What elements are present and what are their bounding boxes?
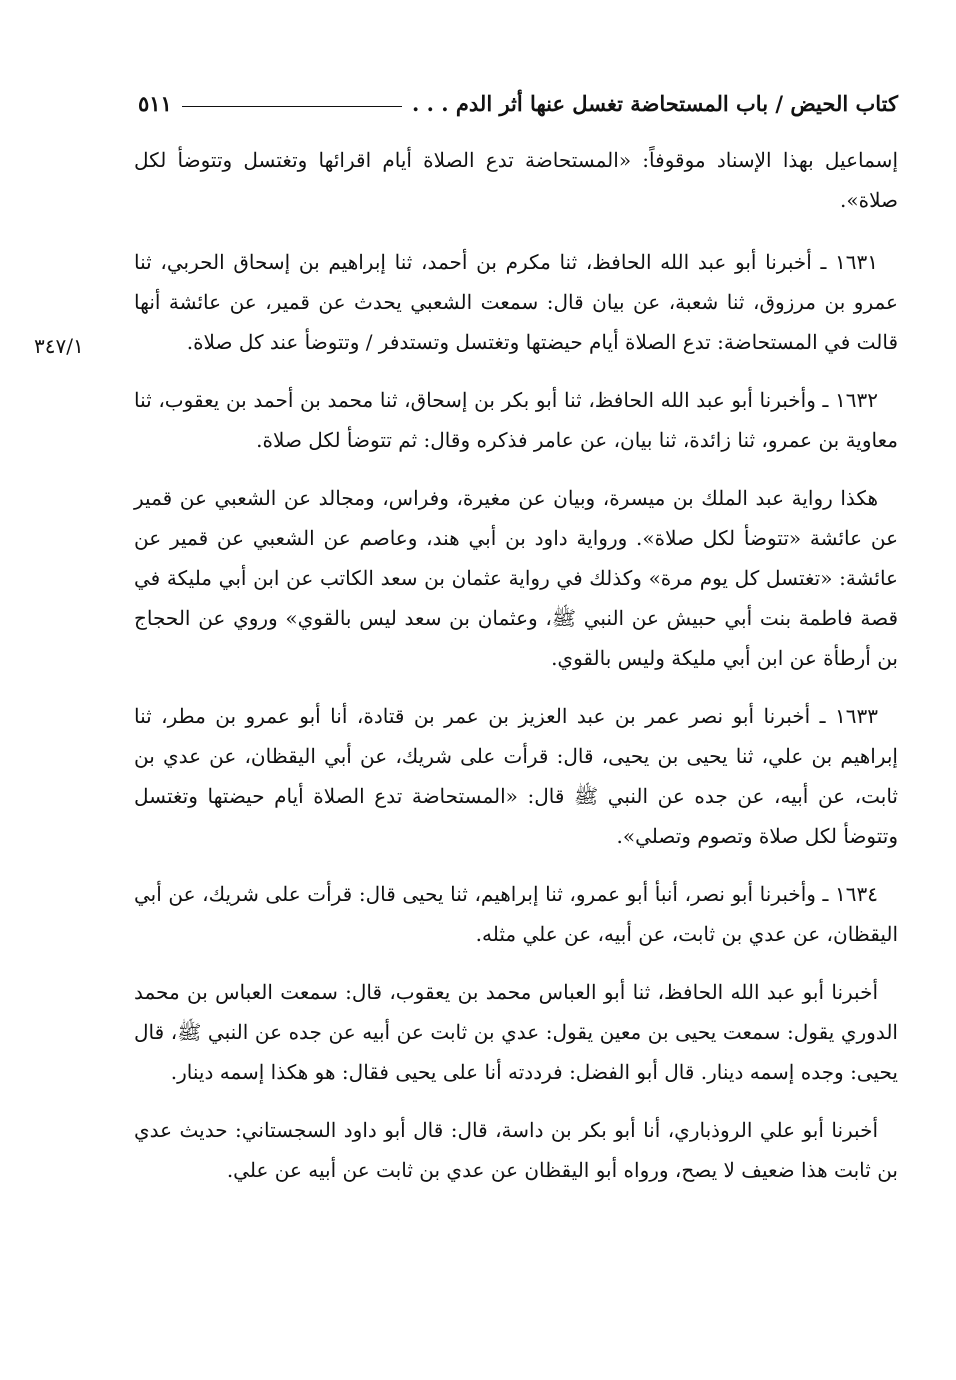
margin-reference: ٣٤٧/١ — [34, 334, 84, 358]
header-rule — [182, 106, 402, 107]
hadith-1631: ١٦٣١ ـ أخبرنا أبو عبد الله الحافظ، ثنا مكرم بن أحمد، ثنا إبراهيم بن إسحاق الحربي، ثنا عمرو بن مرزوق، ثنا شعبة، عن بيان قال: سمعت الشعبي يحدث عن قمير، عن عائشة أنها قالت في المستحاضة: تدع الصلاة أيام حيضتها وتغتسل وتستدفر / وتتوضأ عند كل صلاة. — [134, 250, 898, 354]
commentary-paragraph: هكذا رواية عبد الملك بن ميسرة، وبيان عن مغيرة، وفراس، ومجالد عن الشعبي عن قمير عن عائشة «تتوضأ لكل صلاة». ورواية داود بن أبي هند، وعاصم عن الشعبي عن قمير عن عائشة: «تغتسل كل يوم مرة» وكذلك في رواية عثمان بن سعد الكاتب عن ابن أبي مليكة في قصة فاطمة بنت أبي حبيش عن النبي ﷺ، وعثمان بن سعد ليس بالقوي» وروي عن الحجاج بن أرطأة عن ابن أبي مليكة وليس بالقوي. — [134, 486, 898, 670]
narration-paragraph: أخبرنا أبو عبد الله الحافظ، ثنا أبو العباس محمد بن يعقوب، قال: سمعت العباس بن محمد الدوري يقول: سمعت يحيى بن معين يقول: عدي بن ثابت عن أبيه عن جده عن النبي ﷺ، قال يحيى: وجده إسمه دينار. قال أبو الفضل: فرددته أنا على يحيى فقال: هو هكذا إسمه دينار. — [134, 980, 898, 1084]
running-header — [138, 86, 898, 120]
narration-paragraph-final: أخبرنا أبو علي الروذباري، أنا أبو بكر بن داسة، قال: قال أبو داود السجستاني: حديث عدي بن ثابت هذا ضعيف لا يصح، ورواه أبو اليقظان عن عدي بن ثابت عن أبيه عن علي. — [134, 1118, 898, 1182]
hadith-1634: ١٦٣٤ ـ وأخبرنا أبو نصر، أنبأ أبو عمرو، ثنا إبراهيم، ثنا يحيى قال: قرأت على شريك، عن أبي اليقظان، عن عدي بن ثابت، عن أبيه، عن علي مثله. — [134, 882, 898, 946]
page-number: ٥١١ — [138, 90, 172, 116]
hadith-1632: ١٦٣٢ ـ وأخبرنا أبو عبد الله الحافظ، ثنا أبو بكر بن إسحاق، ثنا محمد بن أحمد بن يعقوب، ثنا معاوية بن عمرو، ثنا زائدة، ثنا بيان، عن عامر فذكره وقال: ثم تتوضأ لكل صلاة. — [134, 388, 898, 452]
header-title: كتاب الحيض / باب المستحاضة تغسل عنها أثر الدم . . . — [412, 90, 898, 116]
main-text — [134, 140, 898, 1208]
paragraph-continuation: إسماعيل بهذا الإسناد موقوفاً: «المستحاضة تدع الصلاة أيام اقرائها وتغتسل وتتوضأ لكل صلاة». — [134, 148, 898, 212]
hadith-1633: ١٦٣٣ ـ أخبرنا أبو نصر عمر بن عبد العزيز بن عمر بن قتادة، أنا أبو عمرو بن مطر، ثنا إبراهيم بن علي، ثنا يحيى بن يحيى، قال: قرأت على شريك، عن أبي اليقظان، عن عدي بن ثابت، عن أبيه، عن جده عن النبي ﷺ قال: «المستحاضة تدع الصلاة أيام حيضتها وتغتسل وتتوضأ لكل صلاة وتصوم وتصلي». — [134, 704, 898, 848]
